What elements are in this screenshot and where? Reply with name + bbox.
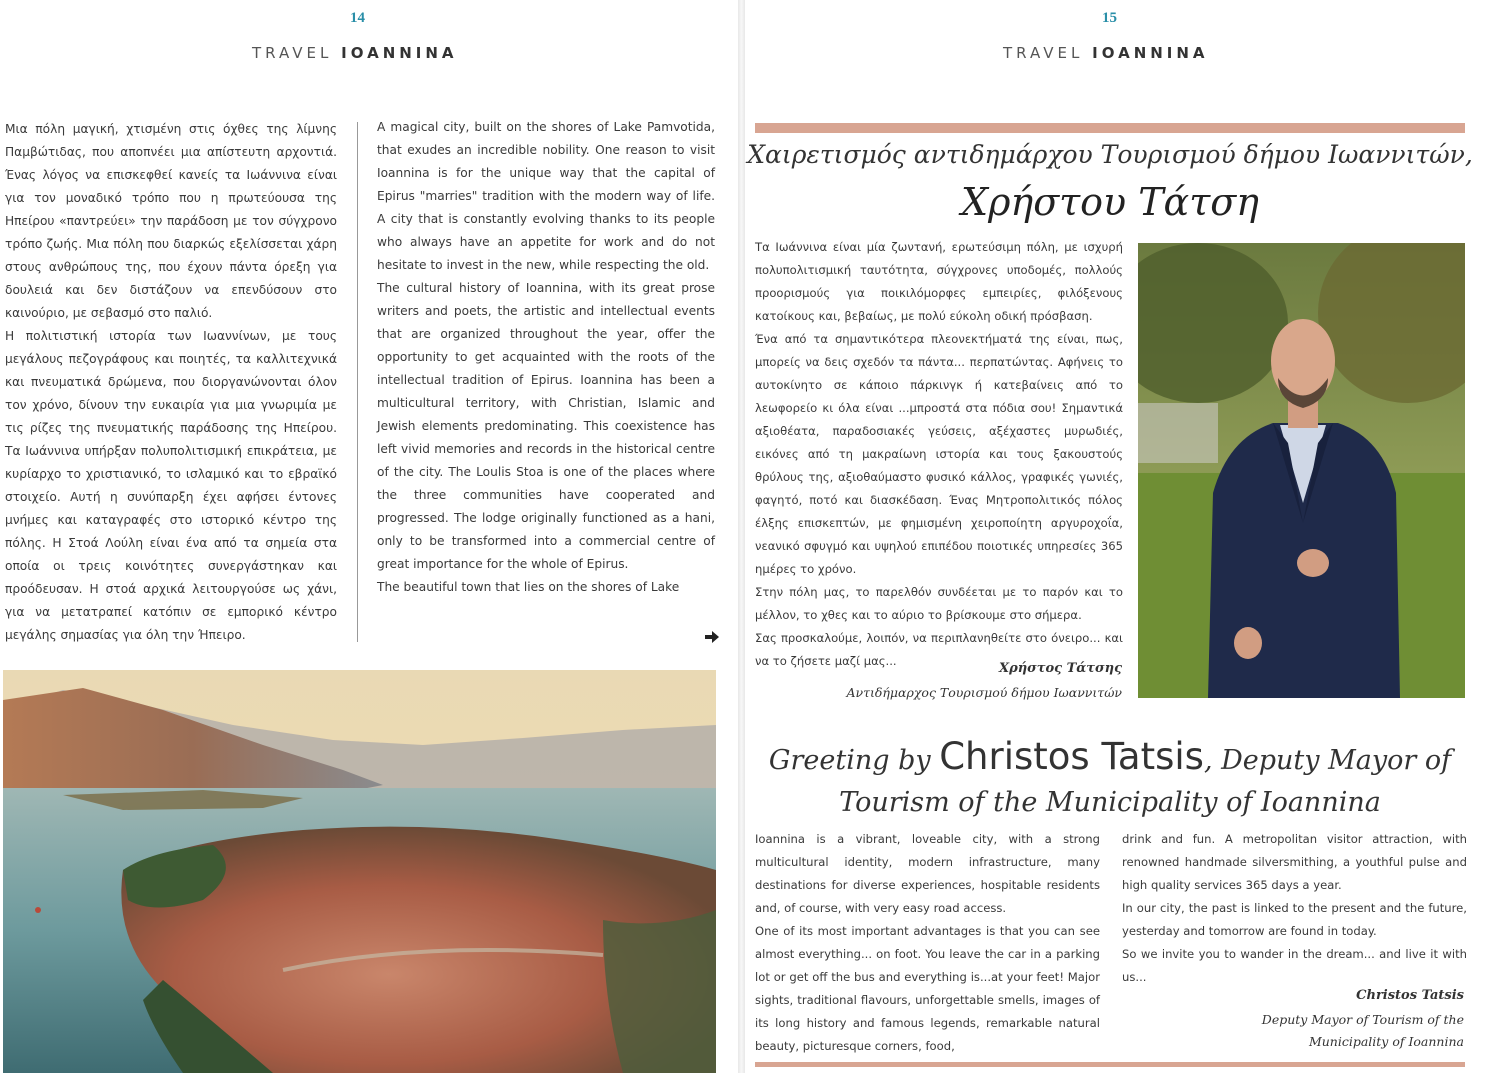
greek-paragraph: Μια πόλη μαγική, χτισμένη στις όχθες της λίμνης Παμβώτιδας, που αποπνέει μια απίστευτη αρχοντιά. Ένας λόγος να επισκεφθεί κανείς τα Ιωάννινα είναι για τον μοναδικό τρόπο που η πρωτεύουσα της Ηπείρου «παντρεύει» την παράδοση με τον σύγχρονο τρόπο ζωής. Μια πόλη που διαρκώς εξελίσσεται χάρη στους ανθρώπους της, που έχουν πάντα όρεξη για δουλειά και δεν διστάζουν να επενδύσουν στο καινούριο, με σεβασμό στο παλιό. <box>5 122 337 320</box>
accent-bar-top <box>755 123 1465 133</box>
running-head-light: TRAVEL <box>1003 44 1093 62</box>
running-head <box>252 44 458 62</box>
portrait-photo <box>1138 243 1465 698</box>
page-number: 14 <box>350 10 365 26</box>
right-page <box>745 0 1500 1073</box>
english-title-line2: Tourism of the Municipality of Ioannina <box>839 787 1381 818</box>
greek-paragraph: Τα Ιωάννινα είναι μία ζωντανή, ερωτεύσιμη πόλη, με ισχυρή πολυπολιτισμική ταυτότητα, σύγχρονες υποδομές, πολλούς προορισμούς για ποικιλόμορφες εμπειρίες, φιλόξενους κατοίκους και, βεβαίως, με πολύ εύκολη οδική πρόσβαση. <box>755 240 1123 323</box>
english-paragraph: The beautiful town that lies on the shores of Lake <box>377 580 680 594</box>
running-head <box>1003 44 1209 62</box>
english-paragraph: In our city, the past is linked to the present and the future, yesterday and tomorrow are found in today. <box>1122 901 1467 938</box>
greek-paragraph: Στην πόλη μας, το παρελθόν συνδέεται με το παρόν και το μέλλον, το χθες και το αύριο τo βρίσκουμε στο σήμερα. <box>755 585 1123 622</box>
english-greeting-column-2 <box>1122 828 1467 989</box>
arrow-right-icon <box>705 630 719 644</box>
english-signature-role-line1: Deputy Mayor of Tourism of the <box>1261 1012 1464 1027</box>
english-signature-name: Christos Tatsis <box>1356 988 1464 1003</box>
greek-signature-role: Αντιδήμαρχος Τουρισμού δήμου Ιωαννιτών <box>846 685 1122 700</box>
english-signature-role <box>1125 1009 1464 1053</box>
english-greeting-column-1 <box>755 828 1100 1058</box>
english-paragraph: One of its most important advantages is that you can see almost everything... on foot. You leave the car in a parking lot or get off the bus and everything is...at your feet! Major sights, traditional flavours, unforgettable smells, images of its long history and famous legends, remarkable natural beauty, picturesque corners, food, <box>755 924 1100 1053</box>
accent-bar-bottom <box>755 1062 1465 1067</box>
english-title <box>745 735 1475 778</box>
english-paragraph: Ioannina is a vibrant, loveable city, with a strong multicultural identity, modern infrastructure, many destinations for diverse experiences, hospitable residents and, of course, with very easy road access. <box>755 832 1100 915</box>
greek-signature-name: Χρήστος Τάτσης <box>998 661 1122 676</box>
running-head-bold: IOANNINA <box>1092 44 1209 62</box>
english-paragraph: drink and fun. A metropolitan visitor attraction, with renowned handmade silversmithing, a youthful pulse and high quality services 365 days a year. <box>1122 832 1467 892</box>
english-title-part1: Greeting by <box>768 745 940 776</box>
english-paragraph: The cultural history of Ioannina, with its great prose writers and poets, the artistic and intellectual events that are organized throughout the year, offer the opportunity to get acquainted with the roots of the intellectual tradition of Epirus. Ioannina has been a multicultural territory, with Christian, Islamic and Jewish elements predominating. This coexistence has left vivid memories and records in the historical centre of the city. The Loulis Stoa is one of the places where the three communities have cooperated and progressed. The lodge originally functioned as a hani, only to be transformed into a commercial centre of great importance for the whole of Epirus. <box>377 281 715 571</box>
left-page <box>0 0 738 1073</box>
greek-title-name: Χρήστου Τάτση <box>961 180 1259 224</box>
column-divider <box>357 122 358 642</box>
page-number: 15 <box>1102 10 1117 26</box>
greek-paragraph: Η πολιτιστική ιστορία των Ιωαννίνων, με τους μεγάλους πεζογράφους και ποιητές, τα καλλιτεχνικά και πνευματικά δρώμενα, που διοργανώνονται όλον τον χρόνο, δίνουν την ευκαιρία για μια γνωριμία με τις ρίζες της πνευματικής παράδοσης της Ηπείρου. Τα Ιωάννινα υπήρξαν πολυπολιτισμική επικράτεια, με κυρίαρχο το χριστιανικό, το ισλαμικό και το εβραϊκό στοιχείο. Αυτή η συνύπαρξη έχει αφήσει έντονες μνήμες και καταγραφές στο ιστορικό κέντρο της πόλης. Η Στοά Λούλη είναι ένα από τα σημεία στα οποία οι τρεις κοινότητες συνεργάστηκαν και προόδευσαν. Η στοά αρχικά λειτουργούσε ως χάνι, για να μετατραπεί κατόπιν σε εμπορικό κέντρο μεγάλης σημασίας για όλη την Ήπειρο. <box>5 329 337 642</box>
running-head-bold: IOANNINA <box>341 44 458 62</box>
english-signature-role-line2: Municipality of Ioannina <box>1308 1034 1464 1049</box>
greek-greeting-body <box>755 236 1123 673</box>
english-column <box>377 116 715 599</box>
page-gutter <box>738 0 745 1073</box>
greek-column <box>5 118 337 647</box>
ioannina-lake-aerial-photo <box>3 670 716 1073</box>
english-title-part2: , Deputy Mayor of <box>1203 745 1452 776</box>
english-paragraph: So we invite you to wander in the dream... and live it with us... <box>1122 947 1467 984</box>
english-paragraph: A magical city, built on the shores of Lake Pamvotida, that exudes an incredible nobility. One reason to visit Ioannina is for the unique way that the capital of Epirus "marries" tradition with the modern way of life. A city that is constantly evolving thanks to its people who always have an appetite for work and do not hesitate to invest in the new, while respecting the old. <box>377 120 715 272</box>
running-head-light: TRAVEL <box>252 44 342 62</box>
greek-paragraph: Ένα από τα σημαντικότερα πλεονεκτήματά της είναι, πως, μπορείς να δεις σχεδόν τα πάντα... περπατώντας. Αφήνεις το αυτοκίνητο σε κάποιο πάρκινγκ ή κατεβαίνεις από το λεωφορείο κι όλα είναι ...μπροστά στα πόδια σου! Σημαντικά αξιοθέατα, παραδοσιακές γεύσεις, αξέχαστες μυρωδιές, εικόνες από τη μακραίωνη ιστορία και τους ξακουστούς θρύλους της, αξιοθαύμαστο φυσικό κάλλος, γραφικές γωνιές, φαγητό, ποτό και διασκέδαση. Ένας Μητροπολιτικός πόλος έλξης επισκεπτών, με φημισμένη χειροποίητη αργυροχοΐα, νεανικό σφυγμό και υψηλού επιπέδου ποιοτικές υπηρεσίες 365 ημέρες το χρόνο. <box>755 332 1123 576</box>
greek-paragraph: Σας προσκαλούμε, λοιπόν, να περιπλανηθείτε στο όνειρο... και να το ζήσετε μαζί μας... <box>755 631 1123 668</box>
greek-title: Χαιρετισμός αντιδημάρχου Τουρισμού δήμου Ιωαννιτών, <box>747 140 1473 169</box>
english-title-name: Christos Tatsis <box>939 735 1204 778</box>
